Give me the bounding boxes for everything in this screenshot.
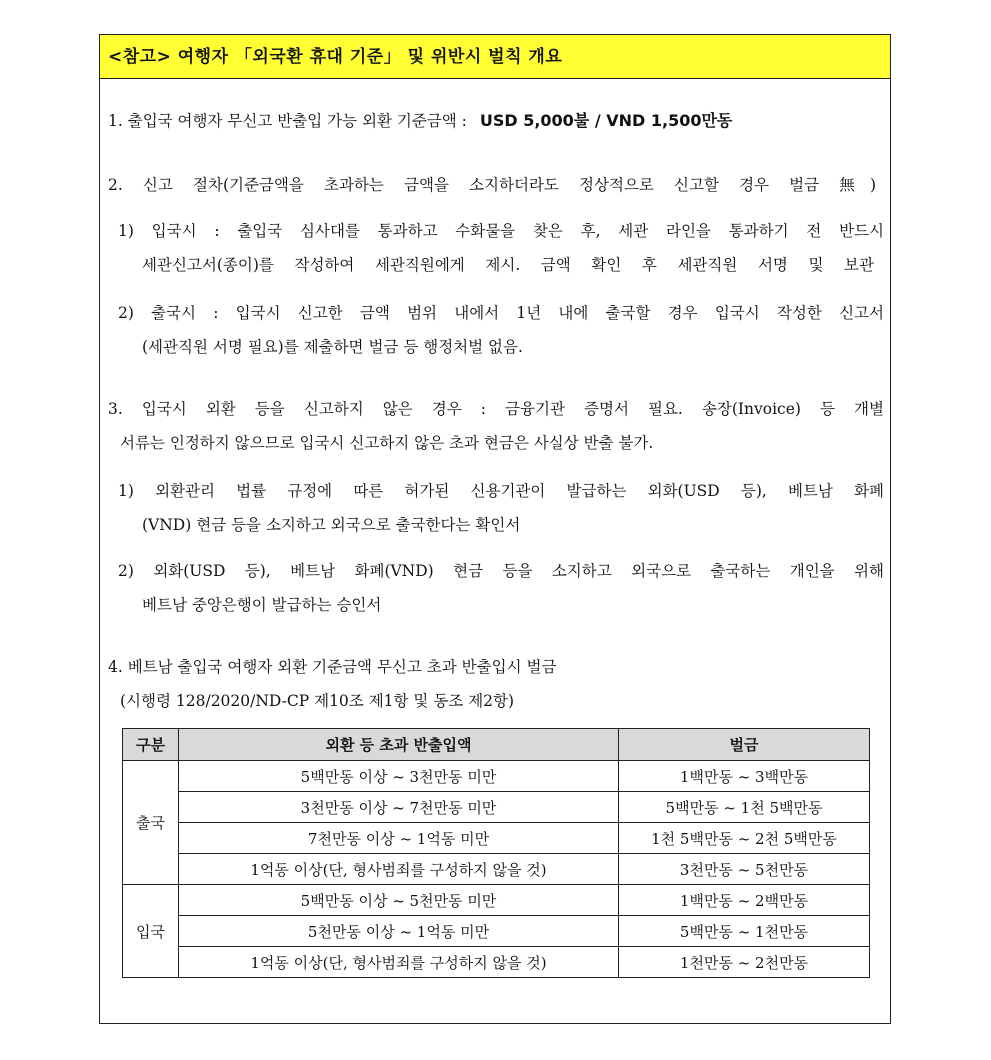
- fine-cell: 1천 5백만동 ~ 2천 5백만동: [619, 823, 870, 854]
- table-row: [123, 885, 870, 916]
- fine-cell: 5백만동 ~ 1천 5백만동: [619, 792, 870, 823]
- section-3-title-line-2: 서류는 인정하지 않으므로 입국시 신고하지 않은 초과 현금은 사실상 반출 불가.: [120, 434, 654, 452]
- section-3-item-1-line-1: 1) 외환관리 법률 규정에 따른 허가된 신용기관이 발급하는 외화(USD 등), 베트남 화폐: [118, 482, 884, 500]
- section-3-item-2-line-2: 베트남 중앙은행이 발급하는 승인서: [142, 596, 382, 614]
- section-2-item-2-line-2: (세관직원 서명 필요)를 제출하면 벌금 등 행정처벌 없음.: [142, 338, 523, 356]
- group-label-entry: 입국: [123, 885, 179, 978]
- fine-cell: 5백만동 ~ 1천만동: [619, 916, 870, 947]
- section-1-amount: USD 5,000불 / VND 1,500만동: [479, 111, 733, 130]
- fine-cell: 1천만동 ~ 2천만동: [619, 947, 870, 978]
- fine-cell: 3천만동 ~ 5천만동: [619, 854, 870, 885]
- notice-box: [99, 34, 891, 1024]
- section-2-item-1-line-2: 세관신고서(종이)를 작성하여 세관직원에게 제시. 금액 확인 후 세관직원 서명 및 보관: [142, 256, 874, 274]
- section-2-title: 2. 신고 절차(기준금액을 초과하는 금액을 소지하더라도 정상적으로 신고할 경우 벌금 無): [108, 176, 876, 194]
- amount-cell: 1억동 이상(단, 형사범죄를 구성하지 않을 것): [179, 947, 619, 978]
- section-3-item-1-line-2: (VND) 현금 등을 소지하고 외국으로 출국한다는 확인서: [142, 516, 521, 534]
- fines-table: [122, 728, 870, 978]
- section-3-item-2-line-1: 2) 외화(USD 등), 베트남 화폐(VND) 현금 등을 소지하고 외국으로 출국하는 개인을 위해: [118, 562, 884, 580]
- section-2-item-2-line-1: 2) 출국시 : 입국시 신고한 금액 범위 내에서 1년 내에 출국할 경우 입국시 작성한 신고서: [118, 304, 884, 322]
- fine-cell: 1백만동 ~ 2백만동: [619, 885, 870, 916]
- table-row: [123, 947, 870, 978]
- section-1: [108, 111, 732, 131]
- group-label-departure: 출국: [123, 761, 179, 885]
- section-3-title-line-1: 3. 입국시 외환 등을 신고하지 않은 경우 : 금융기관 증명서 필요. 송장(Invoice) 등 개별: [108, 400, 884, 418]
- notice-header: <참고> 여행자 「외국환 휴대 기준」 및 위반시 벌칙 개요: [100, 35, 890, 79]
- amount-cell: 7천만동 이상 ~ 1억동 미만: [179, 823, 619, 854]
- amount-cell: 5백만동 이상 ~ 3천만동 미만: [179, 761, 619, 792]
- header-fine: 벌금: [619, 729, 870, 761]
- table-row: [123, 916, 870, 947]
- amount-cell: 5백만동 이상 ~ 5천만동 미만: [179, 885, 619, 916]
- section-1-text: 1. 출입국 여행자 무신고 반출입 가능 외환 기준금액 :: [108, 112, 467, 130]
- table-row: [123, 854, 870, 885]
- section-2-item-1-line-1: 1) 입국시 : 출입국 심사대를 통과하고 수화물을 찾은 후, 세관 라인을 통과하기 전 반드시: [118, 222, 884, 240]
- table-row: [123, 823, 870, 854]
- section-4-subtitle: (시행령 128/2020/ND-CP 제10조 제1항 및 동조 제2항): [120, 692, 515, 710]
- amount-cell: 5천만동 이상 ~ 1억동 미만: [179, 916, 619, 947]
- section-4-title: 4. 베트남 출입국 여행자 외환 기준금액 무신고 초과 반출입시 벌금: [108, 658, 557, 676]
- header-amount: 외환 등 초과 반출입액: [179, 729, 619, 761]
- header-category: 구분: [123, 729, 179, 761]
- fine-cell: 1백만동 ~ 3백만동: [619, 761, 870, 792]
- amount-cell: 3천만동 이상 ~ 7천만동 미만: [179, 792, 619, 823]
- table-row: [123, 761, 870, 792]
- table-header-row: [123, 729, 870, 761]
- amount-cell: 1억동 이상(단, 형사범죄를 구성하지 않을 것): [179, 854, 619, 885]
- table-row: [123, 792, 870, 823]
